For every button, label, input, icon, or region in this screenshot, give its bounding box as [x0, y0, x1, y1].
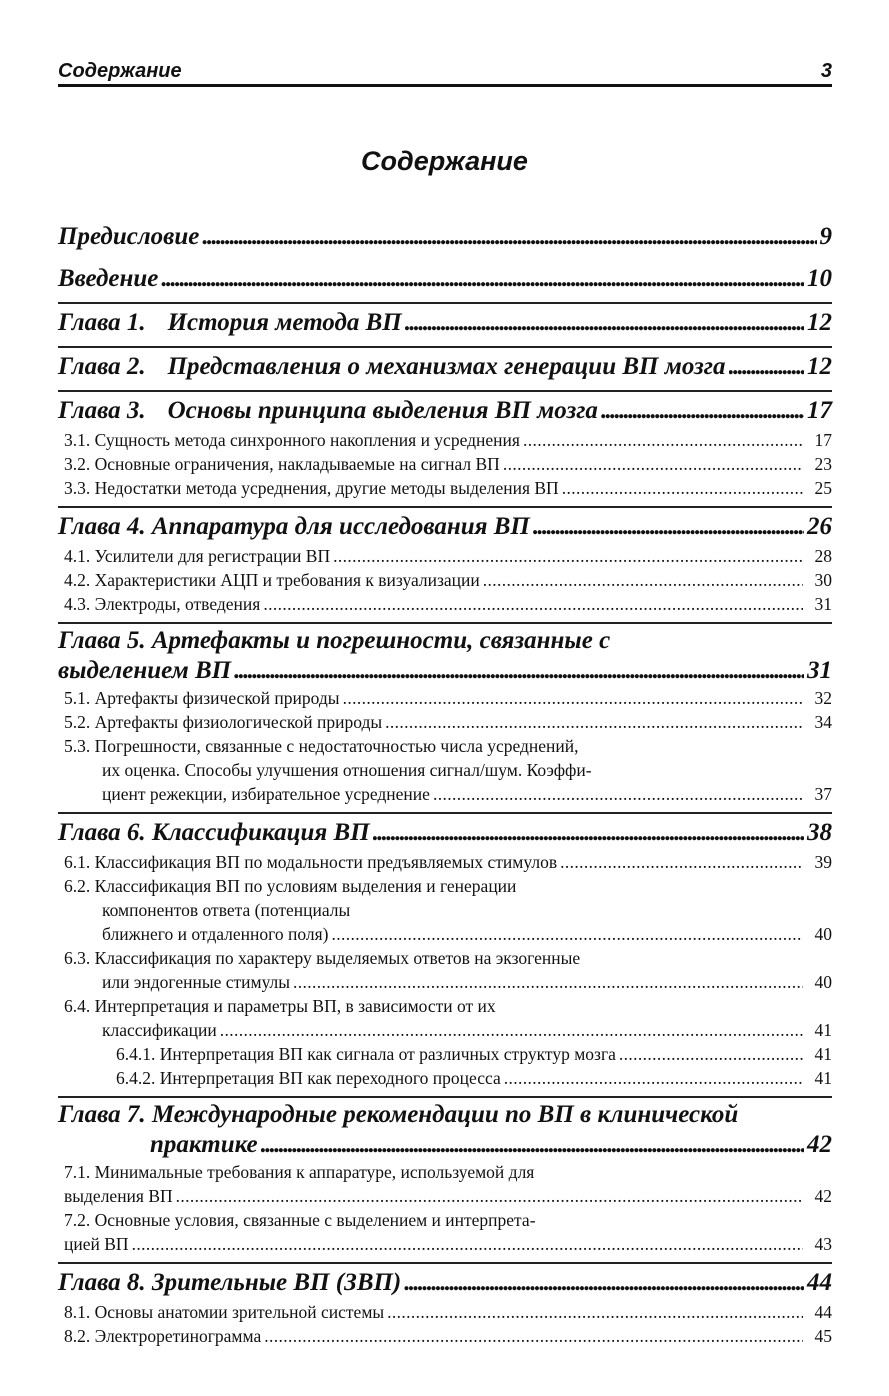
chapter-label: Глава 7.: [58, 1101, 146, 1128]
section-number: 8.2.: [64, 1326, 91, 1346]
toc-chapter-line[interactable]: [58, 510, 832, 544]
section-number: 5.1.: [64, 688, 91, 708]
toc-chapter: [58, 302, 832, 346]
toc-chapter: [58, 390, 832, 506]
chapter-label: Глава 5.: [58, 627, 146, 654]
toc-chapter-line[interactable]: [58, 350, 832, 384]
section-title-line2: цией ВП: [64, 1234, 129, 1254]
dot-leader: [503, 452, 803, 476]
section-page: 41: [814, 1020, 832, 1040]
section-page: 44: [814, 1302, 832, 1322]
toc-chapter: [58, 1096, 832, 1262]
section-page: 32: [814, 688, 832, 708]
section-number: 4.1.: [64, 546, 91, 566]
chapter-title-line1: Международные рекомендации по ВП в клинической: [151, 1101, 739, 1128]
dot-leader: [433, 782, 803, 806]
dot-leader: [523, 428, 803, 452]
dot-leader: [264, 1324, 803, 1348]
section-title: Артефакты физической природы: [94, 688, 340, 708]
chapter-title: Основы принципа выделения ВП мозга: [167, 397, 598, 424]
chapter-label: Глава 3.: [58, 397, 146, 424]
section-number: 7.2.: [64, 1210, 91, 1230]
section-page: 34: [814, 712, 832, 732]
toc-section[interactable]: [58, 994, 832, 1018]
toc-chapter: [58, 812, 832, 1096]
dot-leader: [293, 970, 803, 994]
dot-leader: [202, 220, 816, 254]
section-title-line2: или эндогенные стимулы: [102, 972, 291, 992]
toc-section[interactable]: [58, 1160, 832, 1184]
toc-subsection[interactable]: [58, 1042, 832, 1066]
chapter-page: 12: [807, 353, 832, 380]
section-page: 41: [814, 1068, 832, 1088]
running-head: [58, 60, 832, 87]
chapter-title: Введение: [58, 265, 159, 292]
toc-section-continued[interactable]: [58, 1184, 832, 1208]
section-title-line1: Минимальные требования к аппаратуре, используемой для: [94, 1162, 535, 1182]
section-page: 41: [814, 1044, 832, 1064]
section-number: 3.1.: [64, 430, 91, 450]
toc-section[interactable]: [58, 1208, 832, 1232]
chapter-title: Зрительные ВП (ЗВП): [151, 1269, 402, 1296]
section-number: 4.3.: [64, 594, 91, 614]
toc-chapter-line[interactable]: [58, 306, 832, 340]
dot-leader: [533, 510, 804, 544]
toc-section[interactable]: [58, 734, 832, 758]
section-number: 6.2.: [64, 876, 91, 896]
section-title-line1: Основные условия, связанные с выделением и интерпрета-: [94, 1210, 536, 1230]
section-page: 31: [814, 594, 832, 614]
section-page: 42: [814, 1186, 832, 1206]
toc-chapter: [58, 1262, 832, 1354]
chapter-page: 44: [807, 1269, 832, 1296]
toc-chapter-line[interactable]: [58, 626, 832, 656]
chapter-page: 9: [819, 223, 832, 250]
section-page: 28: [814, 546, 832, 566]
section-title-line2: их оценка. Способы улучшения отношения сигнал/шум. Коэффи-: [102, 760, 592, 780]
section-page: 30: [814, 570, 832, 590]
section-number: 7.1.: [64, 1162, 91, 1182]
section-number: 6.1.: [64, 852, 91, 872]
dot-leader: [405, 306, 804, 340]
section-number: 4.2.: [64, 570, 91, 590]
toc-chapter-line[interactable]: [58, 1266, 832, 1300]
dot-leader: [333, 544, 803, 568]
section-title-line1: Классификация ВП по условиям выделения и генерации: [94, 876, 517, 896]
section-page: 40: [814, 924, 832, 944]
chapter-title: Представления о механизмах генерации ВП мозга: [167, 353, 726, 380]
chapter-page: 31: [807, 657, 832, 684]
section-title-line2: выделения ВП: [64, 1186, 173, 1206]
chapter-title-line1: Артефакты и погрешности, связанные с: [151, 627, 611, 654]
running-head-page-number: 3: [820, 60, 832, 82]
running-head-title: Содержание: [58, 60, 182, 82]
dot-leader: [373, 816, 804, 850]
section-title: Электроретинограмма: [94, 1326, 262, 1346]
chapter-title: Аппаратура для исследования ВП: [151, 513, 530, 540]
toc-chapter: [58, 218, 832, 260]
dot-leader: [619, 1042, 803, 1066]
section-page: 37: [814, 784, 832, 804]
dot-leader: [385, 710, 803, 734]
toc-section-continued[interactable]: [58, 922, 832, 946]
section-title-line1: Интерпретация и параметры ВП, в зависимости от их: [94, 996, 496, 1016]
section-title: Основные ограничения, накладываемые на сигнал ВП: [94, 454, 500, 474]
toc-section-continued[interactable]: [58, 1232, 832, 1256]
section-page: 23: [814, 454, 832, 474]
section-title-line1: Погрешности, связанные с недостаточностью числа усреднений,: [94, 736, 579, 756]
section-title: Артефакты физиологической природы: [94, 712, 383, 732]
section-number: 5.2.: [64, 712, 91, 732]
section-title: Усилители для регистрации ВП: [94, 546, 331, 566]
toc-section-continued[interactable]: [58, 970, 832, 994]
toc-chapter-line-continued[interactable]: [58, 1130, 832, 1160]
chapter-title: Предисловие: [58, 223, 200, 250]
toc-section[interactable]: [58, 1300, 832, 1324]
toc-chapter: [58, 346, 832, 390]
section-page: 45: [814, 1326, 832, 1346]
toc-section-continued[interactable]: [58, 782, 832, 806]
chapter-page: 42: [807, 1131, 832, 1158]
toc-section-continued[interactable]: [58, 1018, 832, 1042]
dot-leader: [483, 568, 803, 592]
dot-leader: [261, 1130, 804, 1160]
toc-section[interactable]: [58, 946, 832, 970]
toc-section[interactable]: [58, 686, 832, 710]
section-number: 6.3.: [64, 948, 91, 968]
dot-leader: [176, 1184, 803, 1208]
section-number: 8.1.: [64, 1302, 91, 1322]
section-title: Электроды, отведения: [94, 594, 261, 614]
chapter-page: 26: [807, 513, 832, 540]
toc-section[interactable]: [58, 452, 832, 476]
toc-chapter-line[interactable]: [58, 394, 832, 428]
toc-section[interactable]: [58, 850, 832, 874]
chapter-page: 17: [807, 397, 832, 424]
toc-section[interactable]: [58, 476, 832, 500]
dot-leader: [234, 656, 804, 686]
toc-chapter-line[interactable]: [58, 220, 832, 254]
chapter-page: 12: [807, 309, 832, 336]
dot-leader: [387, 1300, 803, 1324]
chapter-title-line2: выделением ВП: [58, 657, 232, 684]
dot-leader: [601, 394, 804, 428]
chapter-title-line2: практике: [150, 1131, 258, 1158]
section-number: 3.2.: [64, 454, 91, 474]
toc-section[interactable]: [58, 1324, 832, 1348]
dot-leader: [404, 1266, 804, 1300]
chapter-label: Глава 8.: [58, 1269, 146, 1296]
section-page: 39: [814, 852, 832, 872]
chapter-label: Глава 2.: [58, 353, 146, 380]
chapter-page: 38: [807, 819, 832, 846]
dot-leader: [562, 476, 803, 500]
section-page: 40: [814, 972, 832, 992]
section-title: Сущность метода синхронного накопления и усреднения: [94, 430, 520, 450]
chapter-title: История метода ВП: [167, 309, 402, 336]
dot-leader: [343, 686, 803, 710]
chapter-label: Глава 4.: [58, 513, 146, 540]
toc-chapter-line[interactable]: [58, 262, 832, 296]
section-title-line2: классификации: [102, 1020, 217, 1040]
dot-leader: [161, 262, 804, 296]
section-title-line1: Классификация по характеру выделяемых ответов на экзогенные: [94, 948, 581, 968]
section-title: Недостатки метода усреднения, другие методы выделения ВП: [94, 478, 559, 498]
chapter-page: 10: [807, 265, 832, 292]
section-page: 43: [814, 1234, 832, 1254]
toc-section[interactable]: [58, 568, 832, 592]
dot-leader: [332, 922, 803, 946]
section-number: 3.3.: [64, 478, 91, 498]
section-title-line3: циент режекции, избирательное усреднение: [102, 784, 430, 804]
dot-leader: [220, 1018, 803, 1042]
toc-section[interactable]: [58, 710, 832, 734]
section-title: Классификация ВП по модальности предъявляемых стимулов: [94, 852, 558, 872]
chapter-label: Глава 6.: [58, 819, 146, 846]
toc-subsection[interactable]: [58, 1066, 832, 1090]
section-title: Интерпретация ВП как переходного процесса: [159, 1068, 501, 1088]
page-title: Содержание: [361, 146, 528, 176]
dot-leader: [504, 1066, 803, 1090]
toc-section[interactable]: [58, 428, 832, 452]
table-of-contents: [58, 218, 832, 1354]
section-title: Характеристики АЦП и требования к визуализации: [94, 570, 480, 590]
section-title: Интерпретация ВП как сигнала от различных структур мозга: [159, 1044, 616, 1064]
dot-leader: [263, 592, 803, 616]
section-title: Основы анатомии зрительной системы: [94, 1302, 385, 1322]
toc-chapter-line-continued[interactable]: [58, 656, 832, 686]
dot-leader: [560, 850, 803, 874]
toc-chapter: [58, 622, 832, 812]
section-page: 17: [814, 430, 832, 450]
section-number: 6.4.2.: [116, 1068, 156, 1088]
section-title-line2: компонентов ответа (потенциалы: [102, 900, 351, 920]
chapter-label: Глава 1.: [58, 309, 146, 336]
toc-chapter: [58, 260, 832, 302]
toc-section[interactable]: [58, 592, 832, 616]
toc-section[interactable]: [58, 874, 832, 898]
dot-leader: [729, 350, 805, 384]
section-title-line3: ближнего и отдаленного поля): [102, 924, 329, 944]
section-number: 6.4.1.: [116, 1044, 156, 1064]
toc-section[interactable]: [58, 544, 832, 568]
section-number: 6.4.: [64, 996, 91, 1016]
toc-chapter: [58, 506, 832, 622]
chapter-title: Классификация ВП: [151, 819, 370, 846]
toc-chapter-line[interactable]: [58, 1100, 832, 1130]
toc-chapter-line[interactable]: [58, 816, 832, 850]
section-number: 5.3.: [64, 736, 91, 756]
section-page: 25: [814, 478, 832, 498]
dot-leader: [132, 1232, 803, 1256]
